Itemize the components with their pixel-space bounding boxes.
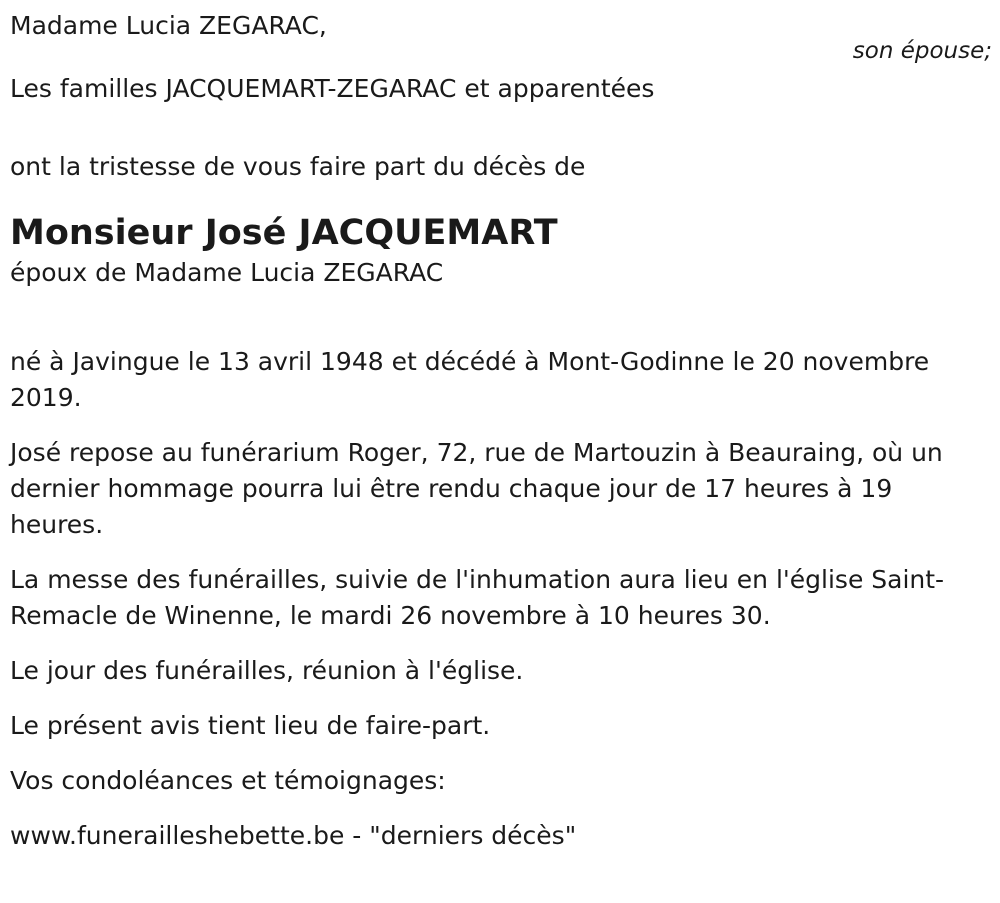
deceased-name: Monsieur José JACQUEMART: [10, 213, 558, 253]
repose-paragraph: José repose au funérarium Roger, 72, rue de Martouzin à Beauraing, où un dernier hommage pourra lui être rendu chaque jour de 17 heures à 19 heures.: [10, 438, 943, 539]
spouse-role: son épouse;: [852, 38, 992, 64]
families-line: Les familles JACQUEMART-ZEGARAC et apparentées: [10, 74, 655, 103]
meeting-paragraph: Le jour des funérailles, réunion à l'église.: [10, 656, 524, 685]
spouse-row: [10, 8, 992, 64]
website-line: www.funerailleshebette.be - "derniers décès": [10, 821, 577, 850]
intro-line: ont la tristesse de vous faire part du décès de: [10, 152, 586, 181]
birth-death-paragraph: né à Javingue le 13 avril 1948 et décédé à Mont-Godinne le 20 novembre 2019.: [10, 347, 930, 412]
notice-paragraph: Le présent avis tient lieu de faire-part.: [10, 711, 491, 740]
spouse-of-line: époux de Madame Lucia ZEGARAC: [10, 258, 444, 287]
spouse-name: Madame Lucia ZEGARAC,: [10, 11, 327, 40]
obituary-notice: [10, 8, 990, 854]
mass-paragraph: La messe des funérailles, suivie de l'inhumation aura lieu en l'église Saint-Remacle de Winenne, le mardi 26 novembre à 10 heures 30.: [10, 565, 945, 630]
condolences-label: Vos condoléances et témoignages:: [10, 766, 446, 795]
